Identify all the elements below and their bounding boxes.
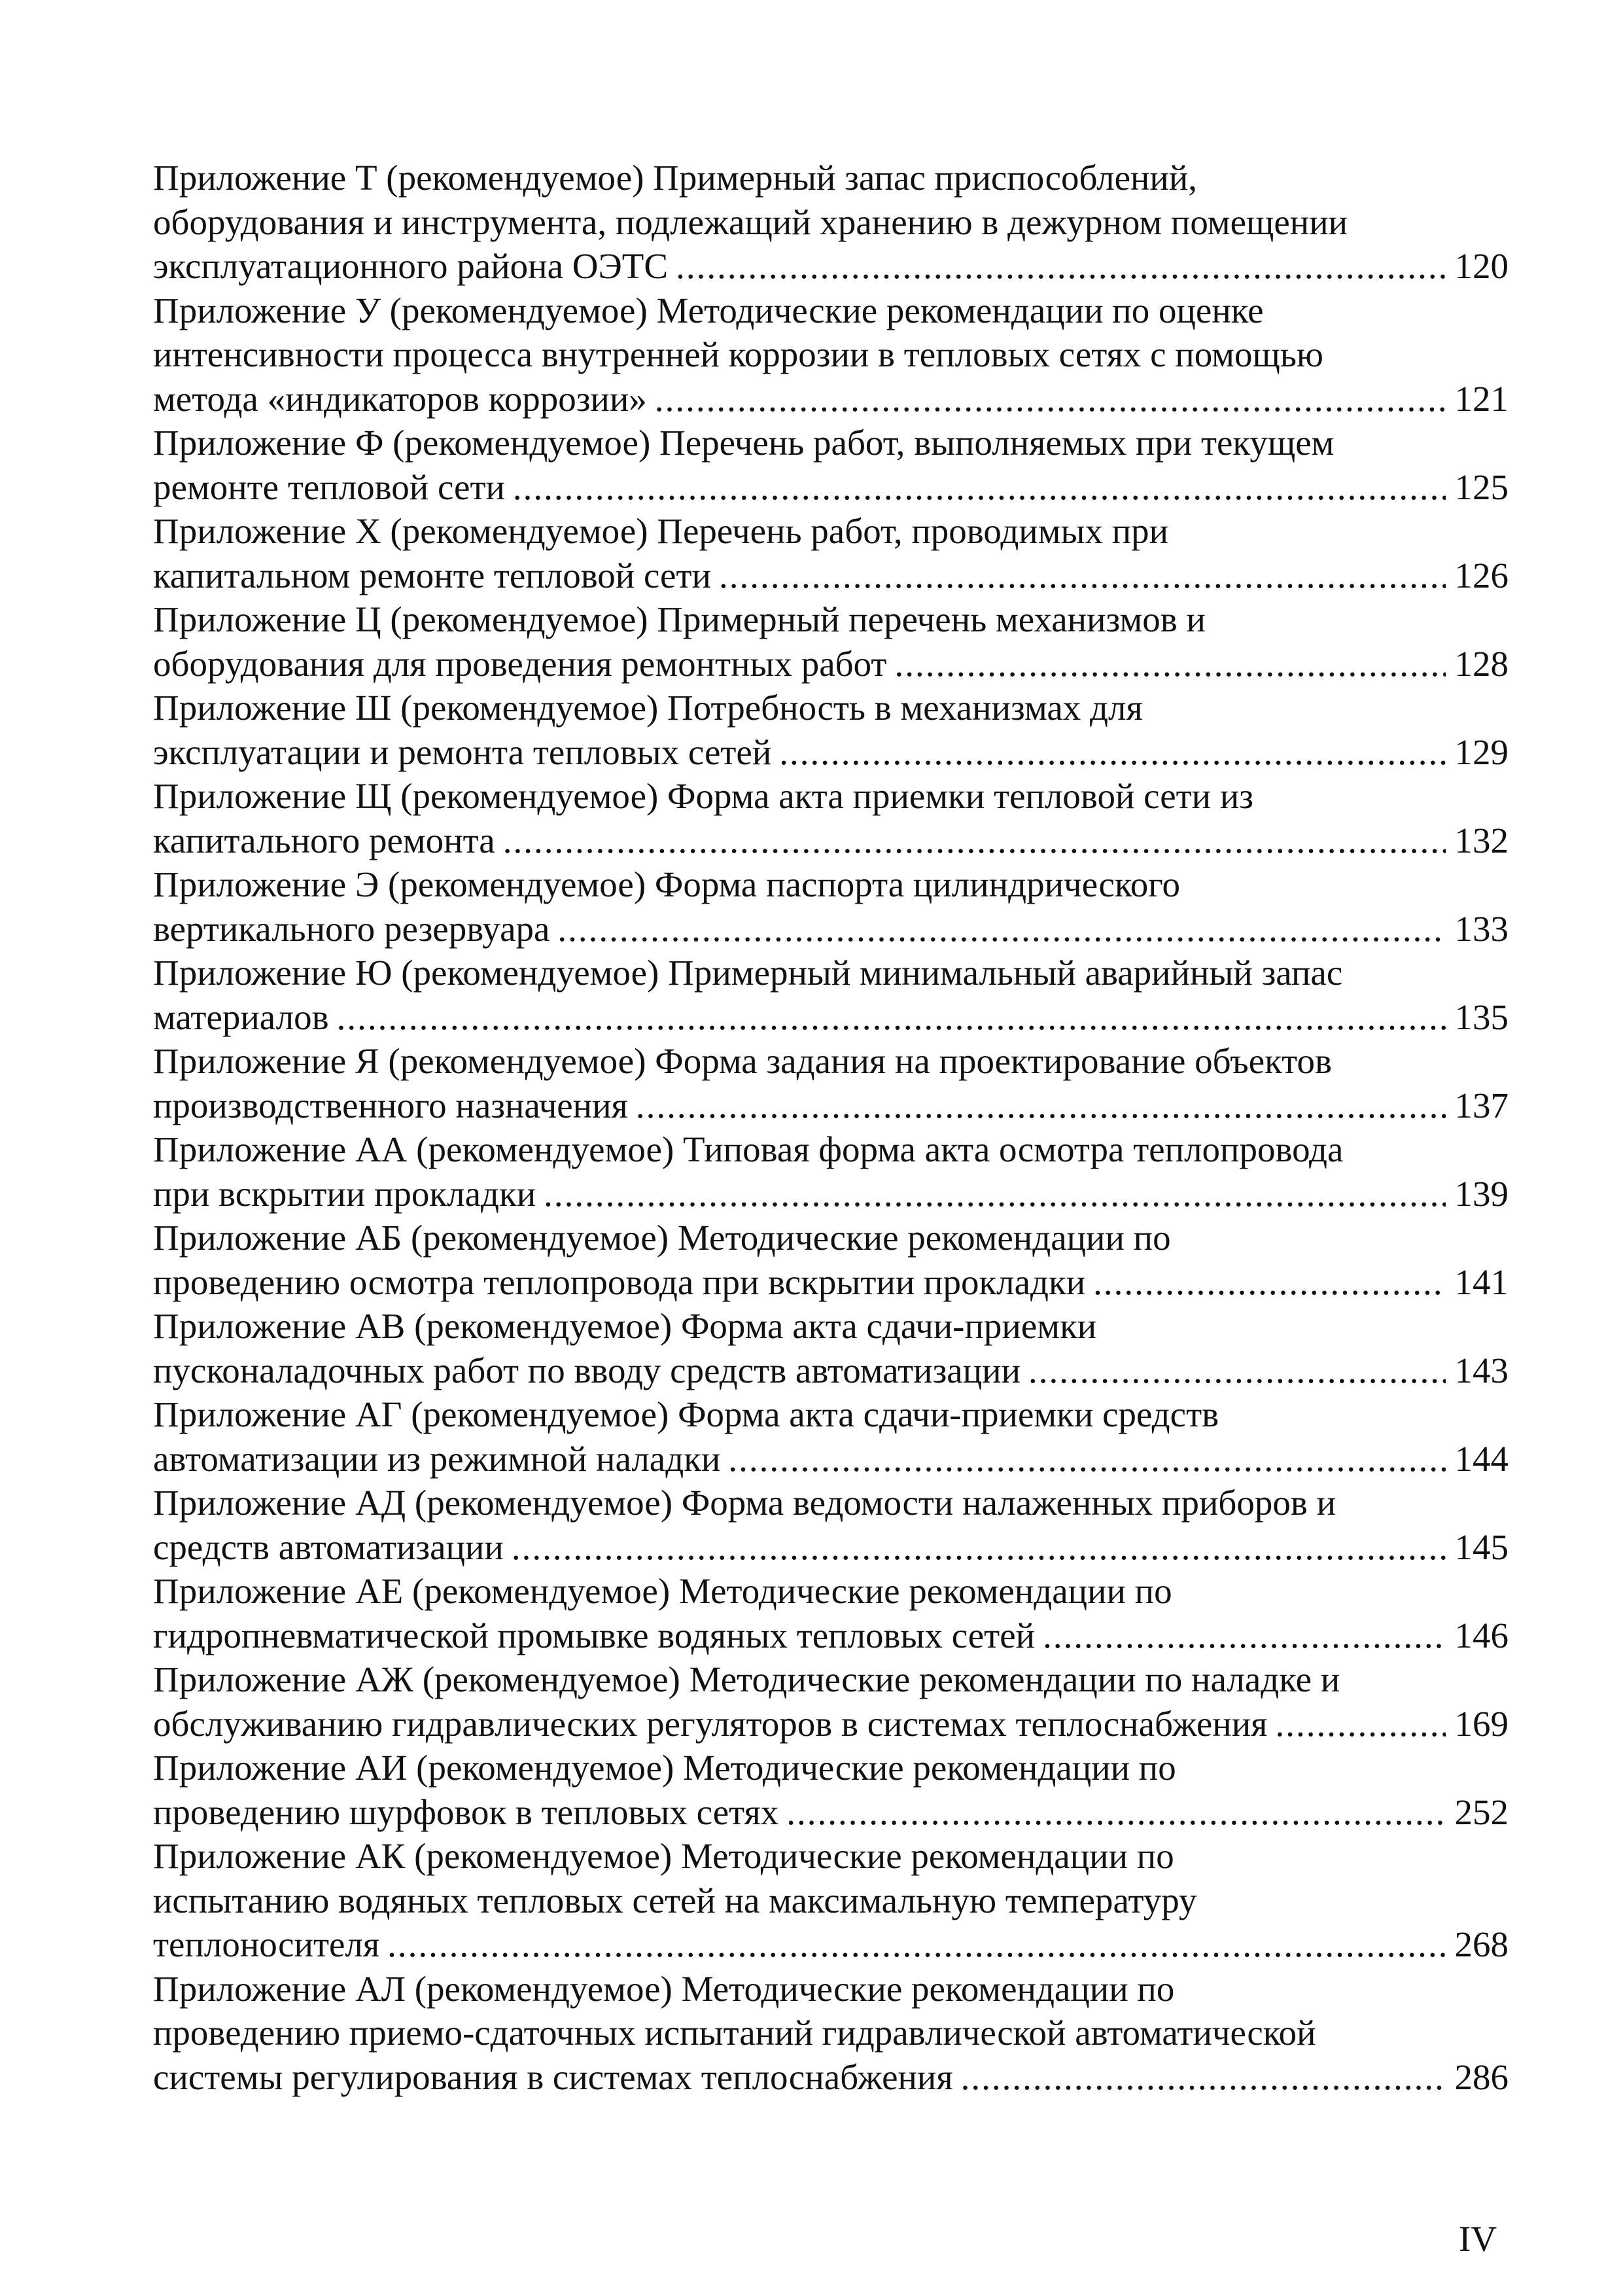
toc-entry-last-line bbox=[153, 1525, 1509, 1570]
dot-leader bbox=[1093, 1260, 1445, 1305]
toc-entry-title-line: интенсивности процесса внутренней коррозии в тепловых сетях с помощью bbox=[153, 334, 1324, 374]
toc-entry-last-line bbox=[153, 554, 1509, 598]
toc-entry-page-number: 129 bbox=[1454, 732, 1509, 772]
toc-entry[interactable] bbox=[153, 1746, 1509, 1834]
toc-entry-last-line bbox=[153, 730, 1509, 775]
toc-entry-page-number: 143 bbox=[1454, 1350, 1509, 1390]
toc-entry-title-line: вертикального резервуара bbox=[153, 908, 550, 949]
toc-entry[interactable] bbox=[153, 421, 1509, 509]
toc-entry[interactable] bbox=[153, 289, 1509, 421]
toc-entry-title-line: Приложение Х (рекомендуемое) Перечень работ, проводимых при bbox=[153, 511, 1169, 551]
toc-entry[interactable] bbox=[153, 1304, 1509, 1392]
toc-entry-title-line: оборудования и инструмента, подлежащий хранению в дежурном помещении bbox=[153, 202, 1348, 242]
toc-entry-title-line: Приложение У (рекомендуемое) Методические рекомендации по оценке bbox=[153, 290, 1264, 330]
toc-entry-page-number: 133 bbox=[1454, 908, 1509, 949]
toc-entry[interactable] bbox=[153, 1657, 1509, 1746]
toc-entry-title-line: Приложение АЛ (рекомендуемое) Методические рекомендации по bbox=[153, 1968, 1175, 2009]
toc-entry-page-number: 126 bbox=[1454, 555, 1509, 595]
toc-entry-title-line: капитальном ремонте тепловой сети bbox=[153, 555, 711, 595]
toc-entry-last-line bbox=[153, 1172, 1509, 1216]
dot-leader bbox=[512, 1525, 1446, 1570]
toc-entry-title-line: производственного назначения bbox=[153, 1085, 628, 1125]
toc-entry-title-line: проведению шурфовок в тепловых сетях bbox=[153, 1792, 779, 1832]
toc-entry-title-line: средств автоматизации bbox=[153, 1527, 504, 1567]
toc-entry-title-line: системы регулирования в системах теплоснабжения bbox=[153, 2057, 953, 2097]
toc-entry-last-line bbox=[153, 1922, 1509, 1967]
toc-entry[interactable] bbox=[153, 1967, 1509, 2100]
toc-entry-page-number: 120 bbox=[1454, 246, 1509, 286]
toc-entry-title-line: Приложение АД (рекомендуемое) Форма ведомости налаженных приборов и bbox=[153, 1483, 1336, 1523]
toc-entry-last-line bbox=[153, 465, 1509, 510]
toc-entry-page-number: 286 bbox=[1454, 2057, 1509, 2097]
toc-entry[interactable] bbox=[153, 1039, 1509, 1127]
toc-entry[interactable] bbox=[153, 774, 1509, 862]
toc-entry-page-number: 139 bbox=[1454, 1173, 1509, 1214]
toc-entry-title-line: автоматизации из режимной наладки bbox=[153, 1438, 721, 1479]
dot-leader bbox=[719, 554, 1446, 598]
toc-entry-page-number: 268 bbox=[1454, 1924, 1509, 1964]
toc-entry-title-line: Приложение Ю (рекомендуемое) Примерный минимальный аварийный запас bbox=[153, 953, 1343, 993]
dot-leader bbox=[513, 465, 1446, 510]
toc-entry-title-line: обслуживанию гидравлических регуляторов в системах теплоснабжения bbox=[153, 1703, 1268, 1744]
toc-entry-title-line: проведению осмотра теплопровода при вскрытии прокладки bbox=[153, 1262, 1086, 1302]
toc-entry-page-number: 125 bbox=[1454, 467, 1509, 507]
toc-entry-title-line: метода «индикаторов коррозии» bbox=[153, 378, 647, 419]
dot-leader bbox=[557, 907, 1445, 951]
toc-entry-last-line bbox=[153, 819, 1509, 863]
toc-entry[interactable] bbox=[153, 1127, 1509, 1216]
toc-entry-title-line: Приложение Щ (рекомендуемое) Форма акта приемки тепловой сети из bbox=[153, 776, 1254, 816]
toc-entry-page-number: 144 bbox=[1454, 1438, 1509, 1479]
toc-entry-last-line bbox=[153, 1790, 1509, 1835]
toc-entry-title-line: при вскрытии прокладки bbox=[153, 1173, 536, 1214]
toc-entry-last-line bbox=[153, 1614, 1509, 1658]
dot-leader bbox=[1043, 1614, 1445, 1658]
toc-entry-title-line: Приложение АБ (рекомендуемое) Методические рекомендации по bbox=[153, 1218, 1171, 1258]
toc-entry[interactable] bbox=[153, 1392, 1509, 1481]
toc-entry-title-line: пусконаладочных работ по вводу средств автоматизации bbox=[153, 1350, 1021, 1390]
toc-entry-title-line: Приложение АЖ (рекомендуемое) Методические рекомендации по наладке и bbox=[153, 1659, 1340, 1699]
dot-leader bbox=[786, 1790, 1445, 1835]
toc-entry-page-number: 145 bbox=[1454, 1527, 1509, 1567]
dot-leader bbox=[1028, 1349, 1445, 1393]
dot-leader bbox=[676, 244, 1445, 289]
dot-leader bbox=[894, 642, 1445, 686]
toc-entry[interactable] bbox=[153, 1834, 1509, 1967]
toc-entry-title-line: Приложение АВ (рекомендуемое) Форма акта сдачи-приемки bbox=[153, 1306, 1097, 1346]
toc-entry-page-number: 135 bbox=[1454, 997, 1509, 1037]
toc-entry-title-line: ремонте тепловой сети bbox=[153, 467, 505, 507]
toc-entry-title-line: Приложение Э (рекомендуемое) Форма паспорта цилиндрического bbox=[153, 864, 1180, 904]
toc-entry-last-line bbox=[153, 1260, 1509, 1305]
toc-entry[interactable] bbox=[153, 686, 1509, 774]
toc-entry[interactable] bbox=[153, 1216, 1509, 1304]
dot-leader bbox=[655, 377, 1446, 421]
toc-entry-last-line bbox=[153, 1349, 1509, 1393]
toc-entry-page-number: 252 bbox=[1454, 1792, 1509, 1832]
toc-entry-page-number: 121 bbox=[1454, 378, 1509, 419]
toc-entry-last-line bbox=[153, 244, 1509, 289]
toc-entry-title-line: эксплуатации и ремонта тепловых сетей bbox=[153, 732, 772, 772]
toc-entry-title-line: Приложение Я (рекомендуемое) Форма задания на проектирование объектов bbox=[153, 1041, 1332, 1081]
toc-entry-last-line bbox=[153, 642, 1509, 686]
table-of-contents bbox=[153, 156, 1509, 2099]
dot-leader bbox=[779, 730, 1445, 775]
toc-entry[interactable] bbox=[153, 1481, 1509, 1569]
toc-entry-title-line: оборудования для проведения ремонтных работ bbox=[153, 643, 887, 684]
toc-entry-page-number: 146 bbox=[1454, 1615, 1509, 1655]
toc-entry-title-line: эксплуатационного района ОЭТС bbox=[153, 246, 669, 286]
toc-entry-title-line: Приложение Ц (рекомендуемое) Примерный перечень механизмов и bbox=[153, 599, 1206, 639]
toc-entry[interactable] bbox=[153, 597, 1509, 686]
toc-entry-title-line: материалов bbox=[153, 997, 329, 1037]
toc-entry[interactable] bbox=[153, 951, 1509, 1039]
toc-entry-last-line bbox=[153, 1437, 1509, 1481]
toc-entry-page-number: 128 bbox=[1454, 643, 1509, 684]
toc-entry-title-line: испытанию водяных тепловых сетей на максимальную температуру bbox=[153, 1880, 1197, 1920]
toc-entry-title-line: Приложение Ф (рекомендуемое) Перечень работ, выполняемых при текущем bbox=[153, 423, 1335, 463]
toc-entry-last-line bbox=[153, 2055, 1509, 2100]
toc-entry-last-line bbox=[153, 1084, 1509, 1128]
dot-leader bbox=[1275, 1702, 1445, 1746]
toc-entry-last-line bbox=[153, 1702, 1509, 1746]
toc-entry-title-line: Приложение АА (рекомендуемое) Типовая форма акта осмотра теплопровода bbox=[153, 1129, 1344, 1169]
dot-leader bbox=[337, 995, 1446, 1040]
dot-leader bbox=[387, 1922, 1445, 1967]
toc-entry-title-line: капитального ремонта bbox=[153, 820, 495, 860]
dot-leader bbox=[728, 1437, 1445, 1481]
toc-entry[interactable] bbox=[153, 862, 1509, 951]
toc-entry[interactable] bbox=[153, 156, 1509, 289]
toc-entry-page-number: 132 bbox=[1454, 820, 1509, 860]
toc-entry-last-line bbox=[153, 995, 1509, 1040]
toc-entry[interactable] bbox=[153, 1569, 1509, 1657]
toc-entry-page-number: 169 bbox=[1454, 1703, 1509, 1744]
toc-entry-title-line: проведению приемо-сдаточных испытаний гидравлической автоматической bbox=[153, 2013, 1316, 2053]
toc-entry-page-number: 141 bbox=[1454, 1262, 1509, 1302]
dot-leader bbox=[544, 1172, 1445, 1216]
toc-entry[interactable] bbox=[153, 509, 1509, 597]
toc-entry-title-line: Приложение АЕ (рекомендуемое) Методические рекомендации по bbox=[153, 1571, 1172, 1611]
toc-entry-title-line: Приложение АК (рекомендуемое) Методические рекомендации по bbox=[153, 1836, 1174, 1876]
toc-entry-last-line bbox=[153, 907, 1509, 951]
toc-entry-page-number: 137 bbox=[1454, 1085, 1509, 1125]
toc-entry-title-line: Приложение Ш (рекомендуемое) Потребность в механизмах для bbox=[153, 688, 1143, 728]
toc-entry-title-line: Приложение АГ (рекомендуемое) Форма акта сдачи-приемки средств bbox=[153, 1394, 1219, 1434]
dot-leader bbox=[961, 2055, 1446, 2100]
page-number: IV bbox=[1459, 2219, 1497, 2259]
toc-entry-title-line: гидропневматической промывке водяных тепловых сетей bbox=[153, 1615, 1036, 1655]
toc-entry-last-line bbox=[153, 377, 1509, 421]
toc-entry-title-line: теплоносителя bbox=[153, 1924, 380, 1964]
dot-leader bbox=[503, 819, 1446, 863]
dot-leader bbox=[636, 1084, 1446, 1128]
toc-entry-title-line: Приложение АИ (рекомендуемое) Методические рекомендации по bbox=[153, 1748, 1176, 1788]
toc-entry-title-line: Приложение Т (рекомендуемое) Примерный запас приспособлений, bbox=[153, 158, 1198, 198]
